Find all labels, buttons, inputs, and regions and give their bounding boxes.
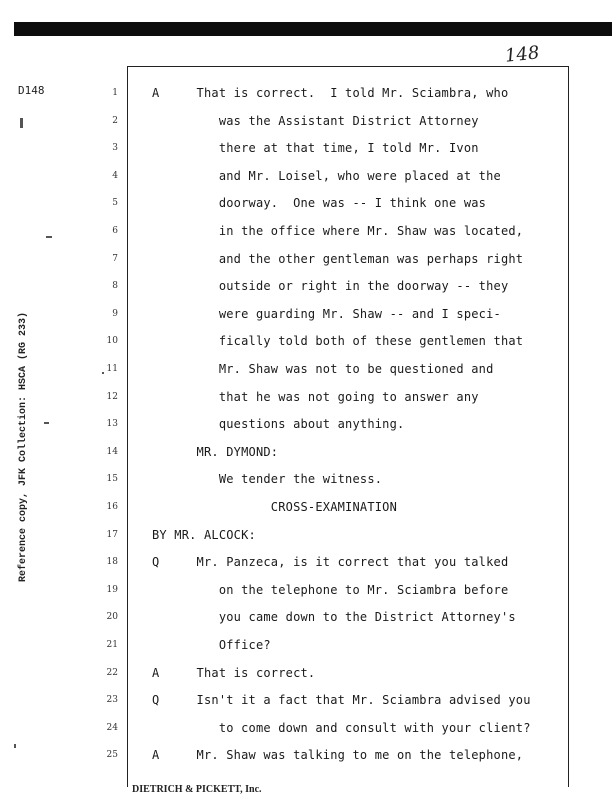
document-id: D148 (18, 84, 45, 97)
reporter-footer: DIETRICH & PICKETT, Inc. (132, 784, 262, 795)
transcript-line: that he was not going to answer any (152, 390, 479, 404)
line-number: 14 (106, 447, 118, 457)
transcript-line: questions about anything. (152, 417, 405, 431)
line-number: 1 (112, 88, 118, 98)
line-number: 24 (106, 723, 118, 733)
transcript-line: to come down and consult with your client? (152, 721, 531, 735)
scan-speck (46, 236, 52, 238)
transcript-line: CROSS-EXAMINATION (152, 500, 398, 514)
line-number: 4 (112, 171, 118, 181)
line-number: 17 (106, 530, 118, 540)
line-number: 8 (112, 281, 118, 291)
scan-speck (20, 118, 23, 128)
transcript-line: you came down to the District Attorney's (152, 610, 516, 624)
line-number: 2 (112, 116, 118, 126)
transcript-line: there at that time, I told Mr. Ivon (152, 141, 479, 155)
line-number: 11 (106, 364, 118, 374)
transcript-line: Q Isn't it a fact that Mr. Sciambra advised you (152, 693, 531, 707)
line-number: 21 (106, 640, 118, 650)
transcript-line: MR. DYMOND: (152, 445, 279, 459)
line-number: 19 (106, 585, 118, 595)
transcript-line: were guarding Mr. Shaw -- and I speci- (152, 307, 501, 321)
line-number: 12 (106, 392, 118, 402)
transcript-line: and Mr. Loisel, who were placed at the (152, 169, 501, 183)
line-number: 20 (106, 612, 118, 622)
line-number: 16 (106, 502, 118, 512)
scan-speck (14, 744, 16, 748)
transcript-line: A That is correct. I told Mr. Sciambra, who (152, 86, 509, 100)
line-number: 22 (106, 668, 118, 678)
transcript-line: outside or right in the doorway -- they (152, 279, 509, 293)
transcript-line: Mr. Shaw was not to be questioned and (152, 362, 494, 376)
transcript-line: Office? (152, 638, 271, 652)
line-number: 18 (106, 557, 118, 567)
transcript-line: Q Mr. Panzeca, is it correct that you talked (152, 555, 509, 569)
transcript-line: on the telephone to Mr. Sciambra before (152, 583, 509, 597)
line-number: 5 (112, 198, 118, 208)
transcript-line: fically told both of these gentlemen that (152, 334, 524, 348)
handwritten-page-number: 148 (503, 42, 541, 67)
transcript-line: and the other gentleman was perhaps right (152, 252, 524, 266)
line-number: 10 (106, 336, 118, 346)
line-number: 13 (106, 419, 118, 429)
line-number: 9 (112, 309, 118, 319)
line-number: 15 (106, 474, 118, 484)
collection-caption: Reference copy, JFK Collection: HSCA (RG 233) (18, 311, 29, 582)
scan-speck (102, 372, 104, 374)
transcript-line: A That is correct. (152, 666, 316, 680)
line-number: 25 (106, 750, 118, 760)
transcript-line: A Mr. Shaw was talking to me on the telephone, (152, 748, 524, 762)
transcript-line: was the Assistant District Attorney (152, 114, 479, 128)
transcript-line: BY MR. ALCOCK: (152, 528, 256, 542)
line-number: 7 (112, 254, 118, 264)
transcript-line: in the office where Mr. Shaw was located, (152, 224, 524, 238)
scan-speck (44, 422, 49, 424)
transcript-line: We tender the witness. (152, 472, 383, 486)
scan-top-bar (14, 22, 612, 36)
line-number: 3 (112, 143, 118, 153)
line-number: 6 (112, 226, 118, 236)
transcript-line: doorway. One was -- I think one was (152, 196, 487, 210)
line-number: 23 (106, 695, 118, 705)
